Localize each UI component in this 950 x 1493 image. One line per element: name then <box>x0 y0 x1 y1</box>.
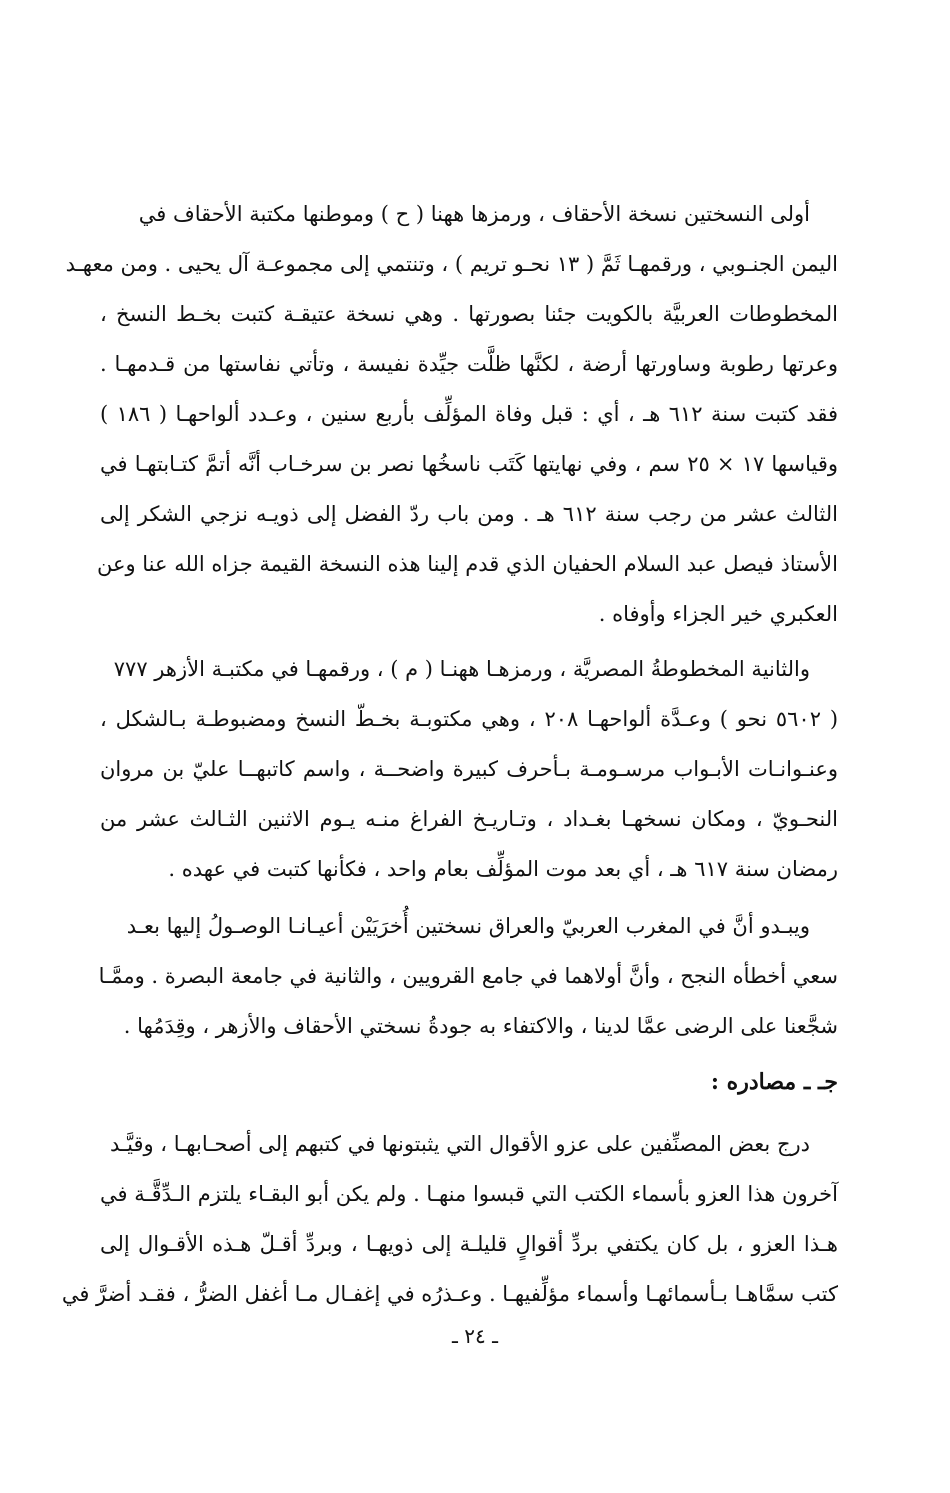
paragraph-1-line-6: وقياسها ١٧ × ٢٥ سم ، وفي نهايتها كَتَب ناسخُها نصر بن سرخـاب أنَّه أتمَّ كتـابتهـا في <box>100 452 839 476</box>
paragraph-4-line-2: آخرون هذا العزو بأسماء الكتب التي قبسوا منهـا . ولم يكن أبو البقـاء يلتزم الـدِّقَّـة في <box>100 1182 838 1206</box>
paragraph-1-line-3: المخطوطات العربيَّة بالكويت جئنا بصورتها . وهي نسخة عتيقـة كتبت بخـط النسخ ، <box>100 302 838 326</box>
paragraph-2-line-2: ( ٥٦٠٢ نحو ) وعـدَّة ألواحهـا ٢٠٨ ، وهي مكتوبـة بخـطّ النسخ ومضبوطـة بـالشكل ، <box>100 707 839 731</box>
paragraph-4-line-4: كتب سمَّاهـا بـأسمائهـا وأسماء مؤلِّفيهـا . وعـذرُه في إغفـال مـا أغفل الضرُّ ، فقـد أضرَّ في <box>61 1282 838 1306</box>
paragraph-3-line-2: سعي أخطأه النجح ، وأنَّ أولاهما في جامع القرويين ، والثانية في جامعة البصرة . وممَّـا <box>98 964 838 988</box>
paragraph-4-line-3: هـذا العزو ، بل كان يكتفي بردِّ أقوالٍ قليلـة إلى ذويهـا ، وبردِّ أقـلّ هـذه الأقـوال إلى <box>100 1232 838 1256</box>
section-heading: جـ ـ مصادره : <box>710 1069 838 1095</box>
page-number: ـ ٢٤ ـ <box>452 1324 498 1348</box>
paragraph-1-line-8: الأستاذ فيصل عبد السلام الحفيان الذي قدم إلينا هذه النسخة القيمة جزاه الله عنا وعن <box>96 552 838 576</box>
paragraph-3-line-1: ويبـدو أنَّ في المغرب العربيّ والعراق نسختين أُخرَيَيْن أعيـانـا الوصـولُ إليها بعـد <box>126 914 810 938</box>
paragraph-1-line-2: اليمن الجنـوبي ، ورقمهـا ثَمَّ ( ١٣ نحـو تريم ) ، وتنتمي إلى مجموعـة آل يحيى . ومن معهـد <box>65 252 838 276</box>
paragraph-1-line-4: وعرتها رطوبة وساورتها أرضة ، لكنَّها ظلَّت جيِّدة نفيسة ، وتأتي نفاستها من قـدمهـا . <box>100 352 838 376</box>
paragraph-1-line-5: فقد كتبت سنة ٦١٢ هـ ، أي : قبل وفاة المؤلِّف بأربع سنين ، وعـدد ألواحهـا ( ١٨٦ ) <box>100 402 838 426</box>
paragraph-3-line-3: شجَّعنا على الرضى عمَّا لدينا ، والاكتفاء به جودةُ نسختي الأحقاف والأزهر ، وقِدَمُها . <box>123 1014 838 1038</box>
paragraph-1-line-9: العكبري خير الجزاء وأوفاه . <box>598 602 838 626</box>
paragraph-2-line-1: والثانية المخطوطةُ المصريَّة ، ورمزهـا ههنـا ( م ) ، ورقمهـا في مكتبـة الأزهر ٧٧٧ <box>113 657 810 681</box>
paragraph-2-line-3: وعنـوانـات الأبـواب مرسـومـة بـأحرف كبيرة واضحــة ، واسم كاتبهــا عليّ بن مروان <box>100 757 838 781</box>
paragraph-2-line-5: رمضان سنة ٦١٧ هـ ، أي بعد موت المؤلِّف بعام واحد ، فكأنها كتبت في عهده . <box>168 857 838 881</box>
paragraph-1-line-1: أولى النسختين نسخة الأحقاف ، ورمزها ههنا ( ح ) وموطنها مكتبة الأحقاف في <box>138 202 810 226</box>
paragraph-1-line-7: الثالث عشر من رجب سنة ٦١٢ هـ . ومن باب ردّ الفضل إلى ذويـه نزجي الشكر إلى <box>100 502 838 526</box>
paragraph-2-line-4: النحـويّ ، ومكان نسخهـا بغـداد ، وتـاريـخ الفراغ منـه يـوم الاثنين الثـالث عشر من <box>100 807 838 831</box>
paragraph-4-line-1: درج بعض المصنِّفين على عزو الأقوال التي يثبتونها في كتبهم إلى أصحـابهـا ، وقيَّـد <box>109 1132 810 1156</box>
